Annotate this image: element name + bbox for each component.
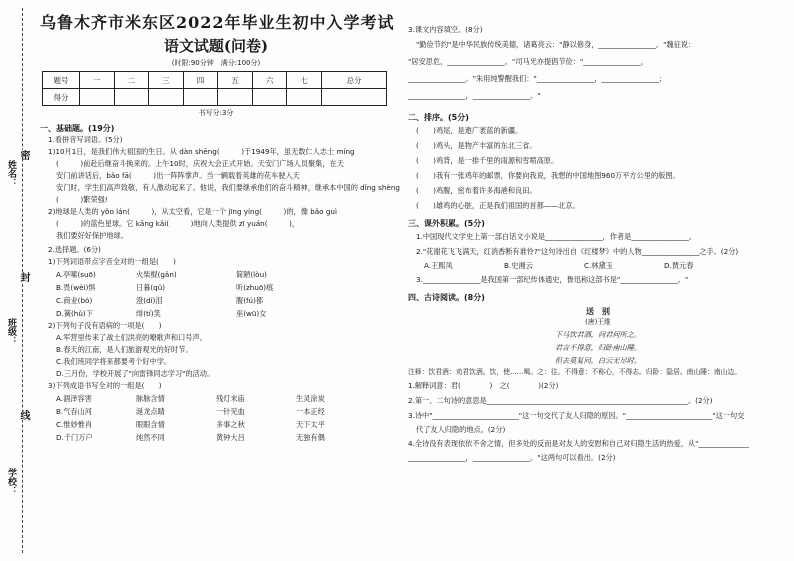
seal-mark-mi: 密 xyxy=(18,150,29,160)
option[interactable]: 一本正经 xyxy=(296,407,325,416)
question-text: 3.课文内容填空。(8分) xyxy=(408,25,483,34)
order-item[interactable]: ( )鸡腹，密布着许多海港和良田。 xyxy=(416,186,537,195)
exam-title: 乌鲁木齐市米东区2022年毕业生初中入学考试 xyxy=(40,13,395,32)
right-column xyxy=(408,10,788,464)
option[interactable]: A.王熙凤 xyxy=(424,261,453,270)
question-text: 3)下列成语书写全对的一组是( ) xyxy=(48,381,162,390)
name-label: 姓名： xyxy=(6,160,16,187)
question-text: 1)下列词语带点字音全对的一组是( ) xyxy=(48,257,176,266)
table-cell: 四 xyxy=(183,72,218,89)
question-text: 1.中国现代文学史上第一部白话文小说是________________，作者是________________。 xyxy=(416,232,696,241)
table-cell: 五 xyxy=(218,72,253,89)
order-item[interactable]: ( )鸡头，是物产丰富的东北三省。 xyxy=(416,141,537,150)
class-label: 班级： xyxy=(6,318,16,345)
score-input-cell[interactable] xyxy=(218,89,253,106)
option[interactable]: D.簧(hǔ)下 xyxy=(56,309,93,318)
table-cell: 题号 xyxy=(43,72,80,89)
seal-mark-xian: 线 xyxy=(18,410,29,420)
order-item[interactable]: ( )鸡背，是一排千里的雨源和雪喷高原。 xyxy=(416,156,559,165)
option[interactable]: B.畏(wèi)惧 xyxy=(56,283,96,292)
question-text: ________________，________________。" xyxy=(408,91,541,100)
writing-score: 书写分:3分 xyxy=(198,109,234,117)
option[interactable]: 黄钟大吕 xyxy=(216,433,245,442)
exam-subtitle: 语文试题(问卷) xyxy=(163,37,269,55)
question-text: 1.解释词意：君( ) 之( )(2分) xyxy=(408,381,559,390)
option-row xyxy=(40,392,392,405)
school-label: 学校： xyxy=(6,468,16,495)
question-text: "勤俭节约"是中华民族传统美德，诸葛亮云："静以修身，________________。"魏征说： xyxy=(416,40,696,49)
option[interactable]: D.贾元春 xyxy=(664,261,694,270)
option[interactable]: 无独有偶 xyxy=(296,433,325,442)
section-heading: 四、古诗阅读。(8分) xyxy=(408,293,485,302)
option[interactable]: C.林黛玉 xyxy=(584,261,613,270)
question-text: 2.第一、二句诗的意思是________________________________________________________。(2分) xyxy=(408,396,713,405)
option[interactable]: 绯(tí)笑 xyxy=(136,309,161,318)
table-cell: 二 xyxy=(114,72,149,89)
option[interactable]: 多事之秋 xyxy=(216,420,245,429)
option[interactable]: 天下太平 xyxy=(296,420,325,429)
option[interactable]: B.春天的江南，是人们旅游观光的好时节。 xyxy=(56,345,193,354)
poem-line: 但去莫复问，白云无尽时。 xyxy=(554,356,642,365)
table-cell: 六 xyxy=(252,72,287,89)
question-text: 2)下列句子没有语病的一项是( ) xyxy=(48,321,162,330)
score-input-cell[interactable] xyxy=(183,89,218,106)
table-cell: 三 xyxy=(149,72,184,89)
order-item[interactable]: ( )雄鸡的心脏，正是我们祖国的首都——北京。 xyxy=(416,201,580,210)
question-text: ( )的蓝色星球。它 kāng kǎi( )地向人类提供 zī yuán( )， xyxy=(56,219,300,228)
option[interactable]: 巫(wū)女 xyxy=(236,309,267,318)
question-text: 2)地球是人类的 yǒo lán( )，从太空看，它是一个 jīng yíng( )的，像 bǎo guì xyxy=(48,207,337,216)
option[interactable]: 简陋(lòu) xyxy=(236,270,267,279)
section-heading: 三、课外积累。(5分) xyxy=(408,219,485,228)
option-row xyxy=(40,307,392,320)
question-text: 安门前讲话后，bǎo fā( )出一阵阵掌声。当一辆载着英雄的花车驶入天 xyxy=(56,171,300,180)
question-text: 2.选择题。(6分) xyxy=(48,245,101,254)
poem-line: 下马饮君酒，问君何所之。 xyxy=(554,330,642,339)
option[interactable]: 生灵涂炭 xyxy=(296,394,325,403)
order-item[interactable]: ( )鸡尾，是遨广袤蓝的新疆。 xyxy=(416,126,523,135)
option[interactable]: B.气吞山河 xyxy=(56,407,92,416)
section-heading: 二、排序。(5分) xyxy=(408,113,469,122)
option[interactable]: A.涸泽容害 xyxy=(56,394,92,403)
seal-mark-feng: 封 xyxy=(18,272,29,282)
option[interactable]: A.亭嗦(suō) xyxy=(56,270,96,279)
score-input-cell[interactable] xyxy=(287,89,322,106)
option[interactable]: C.我们班同学将来都要考个好中学。 xyxy=(56,357,172,366)
order-item[interactable]: ( )我有一张鸡年的邮票，你要向我说，我想的中国地图960万平方公里的版图。 xyxy=(416,171,680,180)
score-input-cell[interactable] xyxy=(252,89,287,106)
option[interactable]: 涎龙点睛 xyxy=(136,407,165,416)
question-text: 1)10月1日，是我们伟大祖国的生日。从 dàn shēng( )于1949年，虽无数仁人志士 míng xyxy=(48,147,355,156)
option[interactable]: A.军营里传来了战士们洪亮的嘹歌声和口号声。 xyxy=(56,333,207,342)
option[interactable]: 残灯末庙 xyxy=(216,394,245,403)
poem-note: 注释：饮君酒：劝君饮酒。饮，使……喝。之：往。不得意：不称心，不得志。归卧：隐居。南山陲：南山边。 xyxy=(408,368,742,376)
score-table-header-row xyxy=(43,72,387,89)
option[interactable]: 火柴棍(gǎn) xyxy=(136,270,177,279)
poem-title: 送 别 xyxy=(586,307,610,316)
option[interactable]: D.三月份，学校开展了"向雷锋同志学习"的活动。 xyxy=(56,369,215,378)
question-text: 代了友人归隐的地点。(2分) xyxy=(416,425,506,434)
question-text: 安门时，学生们高声致敬，有人激动起来了。他说，我们要继承他们的奋斗精神，继承本中国的 dǐng shèng xyxy=(56,183,400,192)
table-cell: 七 xyxy=(287,72,322,89)
question-text: 1.看拼音写词语。(5分) xyxy=(48,135,123,144)
score-input-cell[interactable] xyxy=(80,89,115,106)
option[interactable]: B.史湘云 xyxy=(504,261,533,270)
option-row xyxy=(40,268,392,281)
exam-meta: (时限:90分钟 满分:100分) xyxy=(171,59,261,67)
option[interactable]: 脉脉含情 xyxy=(136,394,165,403)
option-row xyxy=(40,431,392,444)
question-text: ________________，________________。"这两句可以看出。(2分) xyxy=(408,453,616,462)
option[interactable]: C.商业(bó) xyxy=(56,296,93,305)
option[interactable]: 纯然不同 xyxy=(136,433,165,442)
score-input-cell[interactable] xyxy=(149,89,184,106)
question-text: 我们要好好保护地球。 xyxy=(56,231,128,240)
table-cell: 总分 xyxy=(321,72,386,89)
option[interactable]: D.千门万户 xyxy=(56,433,93,442)
binding-margin xyxy=(0,0,34,561)
question-text: 2."花谢花飞飞满天，红消香断有谁怜?"这句诗出自《红楼梦》中的人物________________之手。(2分) xyxy=(416,247,739,256)
poem-author: (唐)王维 xyxy=(585,318,611,326)
poem-line: 君言不得意，归卧南山陲。 xyxy=(554,343,642,352)
score-input-cell[interactable] xyxy=(321,89,386,106)
option[interactable]: 一针见血 xyxy=(216,407,245,416)
question-text: 3.诗中"________________________"这一句交代了友人归隐的原因。"________________________"这一句交 xyxy=(408,411,745,420)
score-table xyxy=(42,71,387,106)
option-row xyxy=(40,281,392,294)
question-text: ________________。"朱用纯警醒我们："________________，________________； xyxy=(408,74,667,83)
question-text: "居安思危，________________。"司马光亦提倡节俭："________________， xyxy=(408,57,648,66)
option[interactable]: 日暮(qǔ) xyxy=(136,283,166,292)
option[interactable]: 腹(fú)都 xyxy=(236,296,264,305)
option-row xyxy=(40,405,392,418)
option-row xyxy=(40,418,392,431)
question-text: 3.________________是我国第一部纪传体通史，鲁迅称这部书是"________________。" xyxy=(416,275,689,284)
section-heading: 一、基础题。(19分) xyxy=(40,124,115,133)
question-text: ( )繁荣强! xyxy=(56,195,108,204)
score-table-score-row xyxy=(43,89,387,106)
option[interactable]: 眼眼含情 xyxy=(136,420,165,429)
question-text: 4.全诗没有表现依依不舍之情，但多处的反而是对友人的安慰和自己对归隐生活的热爱，从"______________ xyxy=(408,439,749,448)
option-row xyxy=(40,294,392,307)
table-cell: 得分 xyxy=(43,89,80,106)
table-cell: 一 xyxy=(80,72,115,89)
option[interactable]: C.惟妙惟肖 xyxy=(56,420,93,429)
option[interactable]: 听(zhuō)痕 xyxy=(236,283,274,292)
option-row xyxy=(408,259,788,272)
question-text: ( )前赴后继奋斗换来的。上午10时，庆祝大会正式开始。天安门广场人员聚集，在天 xyxy=(56,159,344,168)
option[interactable]: 澄(dí)泪 xyxy=(136,296,163,305)
left-column xyxy=(40,10,400,444)
score-input-cell[interactable] xyxy=(114,89,149,106)
